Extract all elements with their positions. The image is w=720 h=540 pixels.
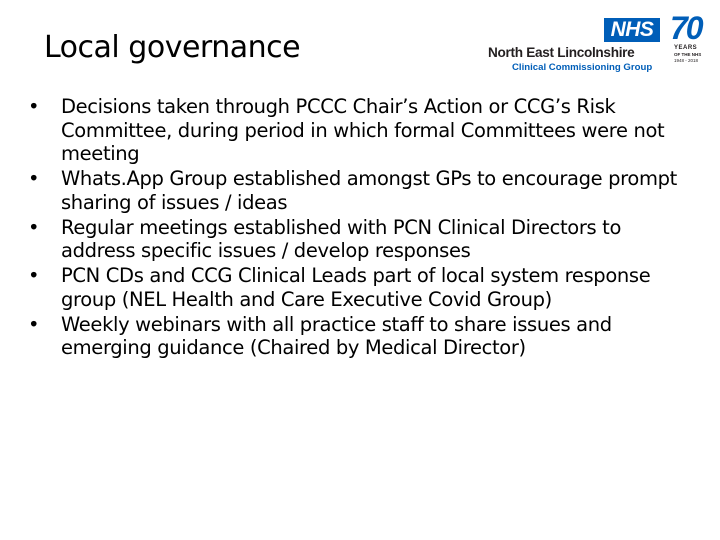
bullet-dot-icon: • <box>28 215 40 239</box>
slide-title: Local governance <box>44 30 301 65</box>
nhs-ccg-logo <box>488 10 720 78</box>
anniversary-years: YEARS <box>674 45 698 51</box>
org-name: North East Lincolnshire <box>488 45 635 60</box>
org-subtitle: Clinical Commissioning Group <box>512 62 653 73</box>
nhs-70-anniversary-logo <box>670 10 720 78</box>
bullet-list <box>28 95 700 361</box>
bullet-text: PCN CDs and CCG Clinical Leads part of local system response group (NEL Health and Care Executive Covid Group) <box>61 264 651 311</box>
bullet-text: Weekly webinars with all practice staff to share issues and emerging guidance (Chaired by Medical Director) <box>61 312 612 359</box>
bullet-item <box>28 216 700 263</box>
bullet-item <box>28 95 700 166</box>
bullet-item <box>28 167 700 214</box>
bullet-dot-icon: • <box>28 167 40 190</box>
anniversary-dates: 1948 - 2018 <box>674 58 699 63</box>
bullet-item <box>28 313 700 360</box>
bullet-text: Decisions taken through PCCC Chair’s Action or CCG’s Risk Committee, during period in which formal Committees were not meeting <box>61 95 665 165</box>
nhs-badge: NHS <box>604 18 660 42</box>
bullet-dot-icon: • <box>28 95 40 118</box>
anniversary-of: OF THE NHS <box>674 52 702 57</box>
bullet-text: Whats.App Group established amongst GPs to encourage prompt sharing of issues / ideas <box>61 167 677 214</box>
bullet-text: Regular meetings established with PCN Clinical Directors to address specific issues / develop responses <box>61 215 622 262</box>
anniversary-number: 70 <box>670 10 702 46</box>
bullet-dot-icon: • <box>28 264 40 287</box>
bullet-dot-icon: • <box>28 312 40 336</box>
bullet-item <box>28 264 700 311</box>
